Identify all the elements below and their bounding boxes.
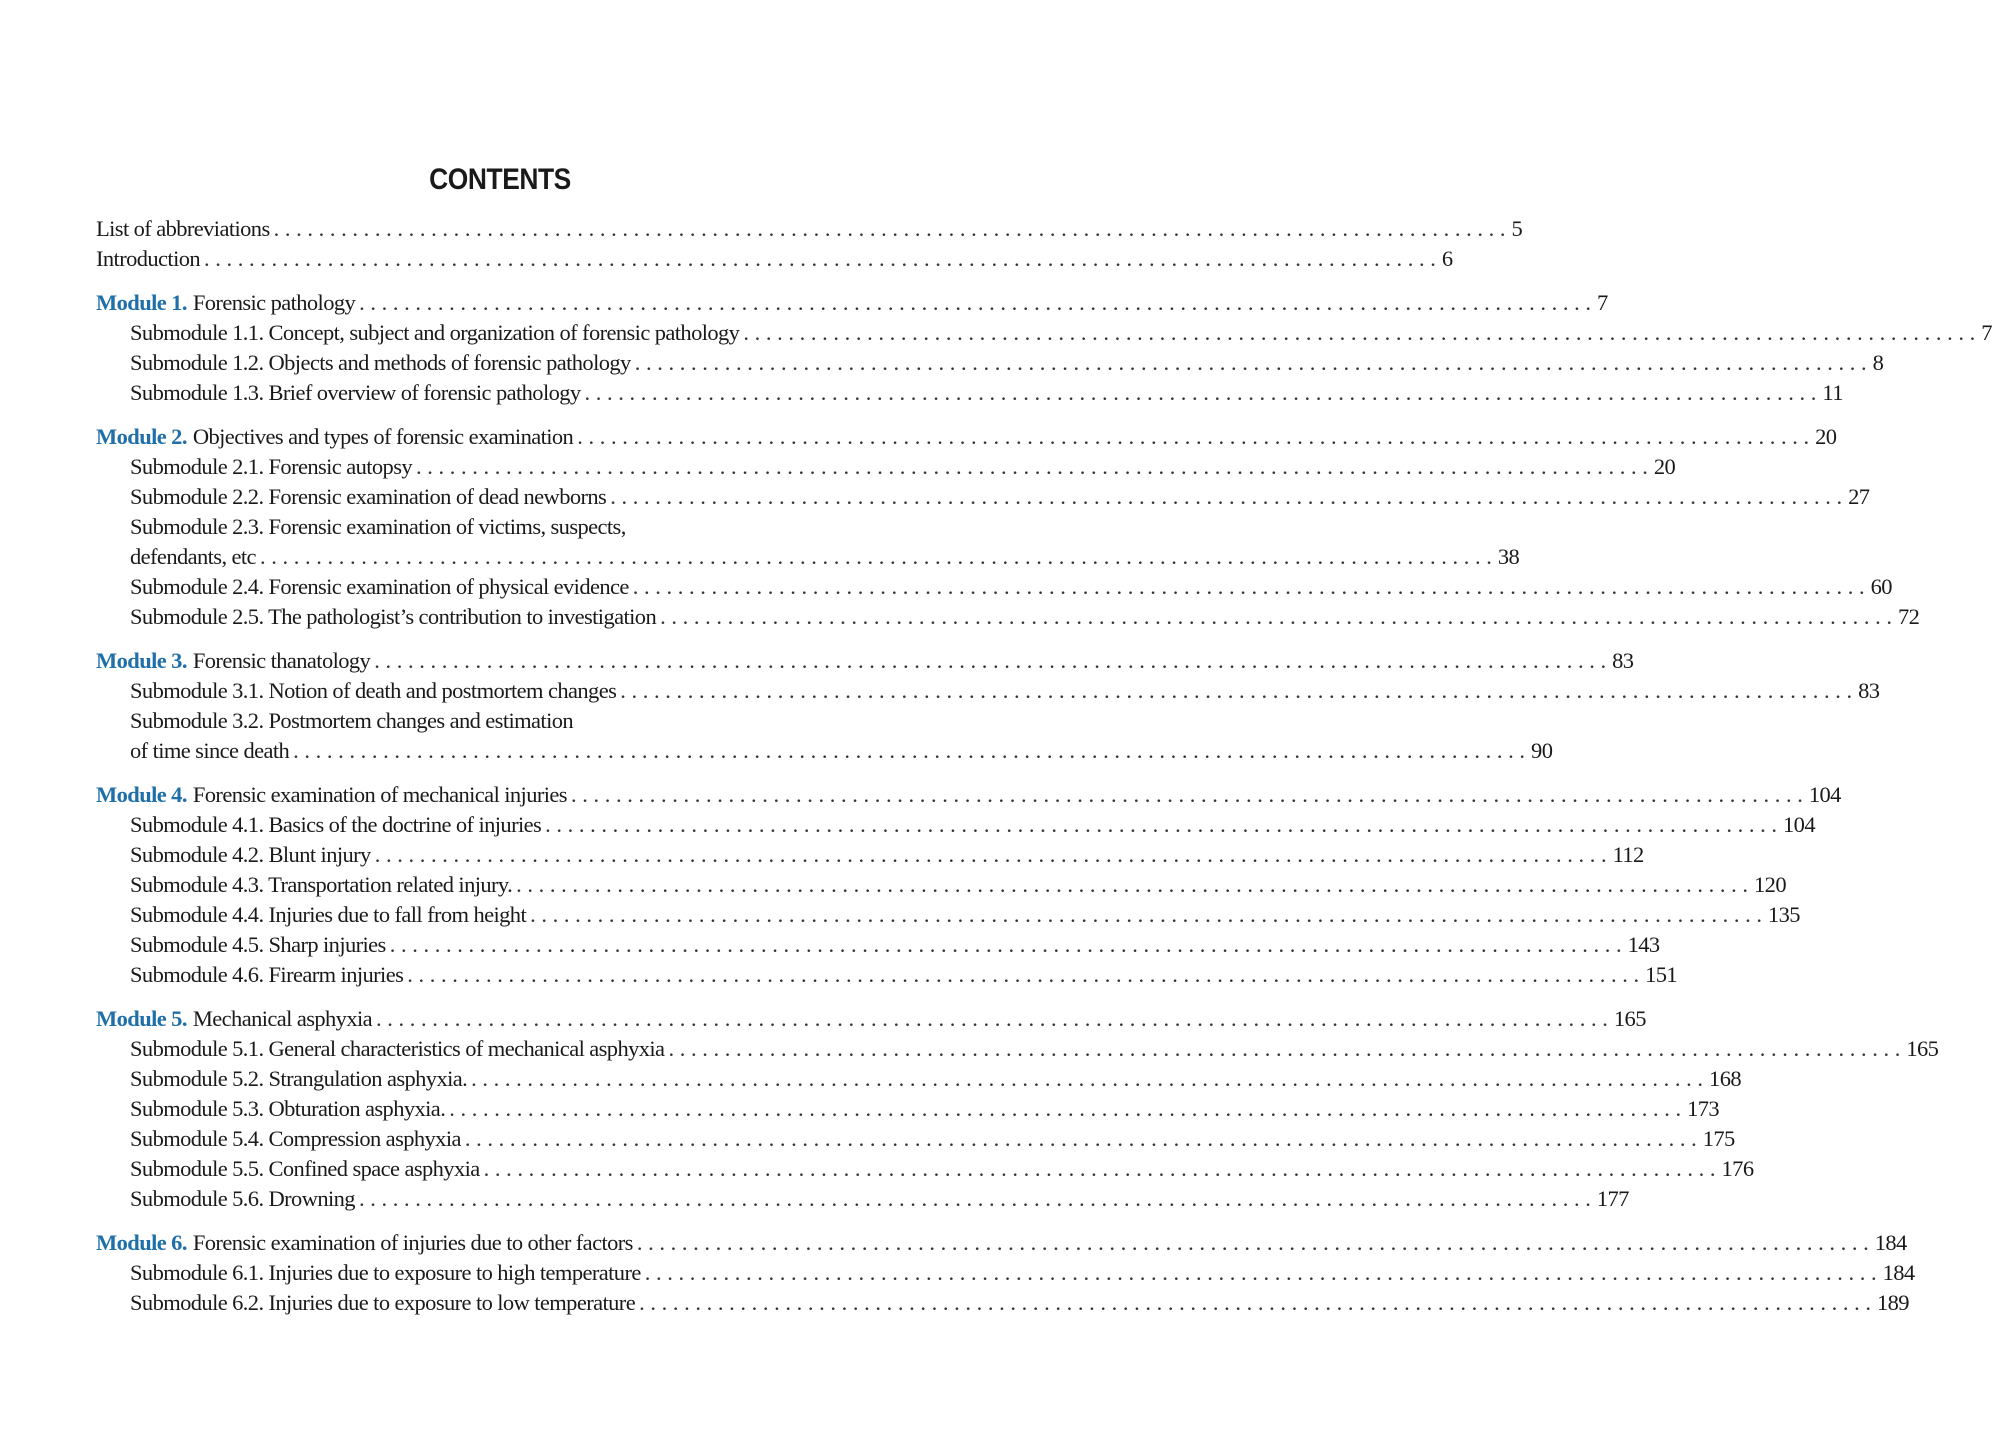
module-number: Module 4.	[96, 782, 187, 807]
toc-submodule-2-2[interactable]	[96, 482, 1870, 512]
toc-entry-label: Forensic thanatology	[192, 648, 371, 673]
module-number: Module 6.	[96, 1230, 187, 1255]
dot-leader	[390, 930, 1622, 960]
toc-submodule-6-1[interactable]	[96, 1258, 1915, 1288]
toc-entry-label: Submodule 2.5. The pathologist’s contribution to investigation	[130, 604, 657, 629]
toc-entry-label: Forensic pathology	[192, 290, 356, 315]
toc-entry-label: Submodule 4.2. Blunt injury	[130, 842, 371, 867]
toc-entry-label: Submodule 4.3. Transportation related injury.	[130, 872, 513, 897]
dot-leader	[530, 900, 1762, 930]
toc-entry-label: Forensic examination of injuries due to other factors	[192, 1230, 633, 1255]
dot-leader	[374, 646, 1606, 676]
dot-leader	[293, 736, 1525, 766]
toc-page-number: 177	[1596, 1186, 1629, 1211]
toc-page-number: 6	[1441, 246, 1453, 271]
toc-entry-label: Submodule 4.4. Injuries due to fall from height	[130, 902, 527, 927]
toc-page-number: 38	[1497, 544, 1520, 569]
toc-submodule-1-2[interactable]	[96, 348, 1884, 378]
toc-entry-label: Submodule 6.1. Injuries due to exposure to high temperature	[130, 1260, 641, 1285]
toc-entry-label: Submodule 5.5. Confined space asphyxia	[130, 1156, 480, 1181]
module-number: Module 1.	[96, 290, 187, 315]
dot-leader	[577, 422, 1809, 452]
dot-leader	[416, 452, 1648, 482]
toc-page-number: 184	[1874, 1230, 1907, 1255]
dot-leader	[633, 572, 1865, 602]
toc-page-number: 60	[1870, 574, 1892, 599]
toc-page-number: 20	[1815, 424, 1837, 449]
dot-leader	[204, 244, 1436, 274]
dot-leader	[516, 870, 1748, 900]
module-number: Module 3.	[96, 648, 187, 673]
toc-page-number: 104	[1808, 782, 1841, 807]
dot-leader	[620, 676, 1852, 706]
toc-submodule-4-5[interactable]	[96, 930, 1660, 960]
toc-page-number: 20	[1653, 454, 1676, 479]
toc-submodule-3-2-line1[interactable]: Submodule 3.2. Postmortem changes and estimation	[130, 708, 574, 733]
toc-module-6[interactable]	[96, 1228, 1907, 1258]
page-title: CONTENTS	[429, 163, 571, 196]
toc-page-number: 7	[1981, 320, 1992, 345]
toc-page-number: 72	[1897, 604, 1920, 629]
toc-submodule-2-1[interactable]	[96, 452, 1676, 482]
module-number: Module 2.	[96, 424, 187, 449]
toc-page-number: 83	[1858, 678, 1880, 703]
toc-page-number: 151	[1645, 962, 1678, 987]
toc-entry-label: Mechanical asphyxia	[192, 1006, 373, 1031]
toc-page-number: 7	[1597, 290, 1608, 315]
toc-submodule-4-1[interactable]	[96, 810, 1815, 840]
toc-module-3[interactable]	[96, 646, 1634, 676]
dot-leader	[484, 1154, 1716, 1184]
dot-leader	[260, 542, 1492, 572]
dot-leader	[571, 780, 1803, 810]
toc-page-number: 11	[1822, 380, 1843, 405]
toc-entry-label: Submodule 4.5. Sharp injuries	[130, 932, 386, 957]
toc-page-number: 90	[1531, 738, 1553, 763]
dot-leader	[359, 1184, 1591, 1214]
toc-entry-label: Submodule 5.2. Strangulation asphyxia.	[130, 1066, 468, 1091]
toc-submodule-3-1[interactable]	[96, 676, 1880, 706]
toc-submodule-4-6[interactable]	[96, 960, 1678, 990]
dot-leader	[743, 318, 1975, 348]
toc-entry-abbreviations[interactable]	[96, 214, 1523, 244]
toc-entry-label: of time since death	[130, 738, 290, 763]
dot-leader	[449, 1094, 1681, 1124]
toc-submodule-2-3-line1[interactable]: Submodule 2.3. Forensic examination of victims, suspects,	[130, 514, 626, 539]
toc-page-number: 184	[1882, 1260, 1915, 1285]
toc-page-number: 176	[1721, 1156, 1754, 1181]
toc-submodule-2-3[interactable]	[96, 542, 1520, 572]
dot-leader	[375, 840, 1607, 870]
dot-leader	[637, 1228, 1869, 1258]
dot-leader	[545, 810, 1777, 840]
toc-entry-label: Introduction	[96, 246, 201, 271]
dot-leader	[635, 348, 1867, 378]
toc-page-number: 189	[1876, 1290, 1909, 1315]
toc-entry-label: Submodule 5.3. Obturation asphyxia.	[130, 1096, 446, 1121]
toc-entry-label: Submodule 2.2. Forensic examination of dead newborns	[130, 484, 607, 509]
toc-submodule-4-3[interactable]	[96, 870, 1786, 900]
toc-entry-label: Submodule 1.1. Concept, subject and organization of forensic pathology	[130, 320, 740, 345]
toc-submodule-5-5[interactable]	[96, 1154, 1754, 1184]
toc-page-number: 173	[1687, 1096, 1720, 1121]
toc-entry-label: Forensic examination of mechanical injuries	[192, 782, 567, 807]
toc-submodule-4-2[interactable]	[96, 840, 1644, 870]
toc-submodule-2-4[interactable]	[96, 572, 1892, 602]
toc-submodule-2-5[interactable]	[96, 602, 1920, 632]
toc-entry-label: Submodule 4.1. Basics of the doctrine of injuries	[130, 812, 542, 837]
toc-entry-label: Submodule 3.1. Notion of death and postmortem changes	[130, 678, 617, 703]
dot-leader	[585, 378, 1817, 408]
toc-entry-label: Submodule 2.1. Forensic autopsy	[130, 454, 413, 479]
toc-page-number: 120	[1754, 872, 1786, 897]
toc-module-4[interactable]	[96, 780, 1841, 810]
dot-leader	[376, 1004, 1608, 1034]
toc-module-2[interactable]	[96, 422, 1837, 452]
toc-entry-label: List of abbreviations	[96, 216, 270, 241]
toc-entry-label: Submodule 1.2. Objects and methods of forensic pathology	[130, 350, 631, 375]
toc-submodule-5-2[interactable]	[96, 1064, 1741, 1094]
toc-entry-label: Submodule 6.2. Injuries due to exposure to low temperature	[130, 1290, 636, 1315]
dot-leader	[639, 1288, 1871, 1318]
dot-leader	[465, 1124, 1697, 1154]
toc-page-number: 168	[1709, 1066, 1741, 1091]
toc-entry-label: Objectives and types of forensic examination	[192, 424, 574, 449]
toc-entry-label: Submodule 5.6. Drowning	[130, 1186, 355, 1211]
dot-leader	[645, 1258, 1877, 1288]
dot-leader	[668, 1034, 1900, 1064]
toc-submodule-5-3[interactable]	[96, 1094, 1720, 1124]
dot-leader	[660, 602, 1892, 632]
toc-entry-introduction[interactable]	[96, 244, 1453, 274]
module-number: Module 5.	[96, 1006, 187, 1031]
toc-page-number: 83	[1612, 648, 1634, 673]
toc-submodule-4-4[interactable]	[96, 900, 1800, 930]
toc-page-number: 5	[1511, 216, 1523, 241]
toc-module-5[interactable]	[96, 1004, 1646, 1034]
toc-submodule-3-2[interactable]	[96, 736, 1553, 766]
toc-page-number: 8	[1872, 350, 1884, 375]
toc-entry-label: defendants, etc	[130, 544, 256, 569]
dot-leader	[610, 482, 1842, 512]
toc-submodule-1-3[interactable]	[96, 378, 1843, 408]
toc-page-number: 112	[1612, 842, 1644, 867]
toc-submodule-5-1[interactable]	[96, 1034, 1939, 1064]
toc-page-number: 165	[1906, 1036, 1939, 1061]
toc-entry-label: Submodule 1.3. Brief overview of forensic pathology	[130, 380, 581, 405]
toc-entry-label: Submodule 5.4. Compression asphyxia	[130, 1126, 461, 1151]
toc-submodule-5-6[interactable]	[96, 1184, 1629, 1214]
toc-entry-label: Submodule 2.4. Forensic examination of physical evidence	[130, 574, 629, 599]
toc-submodule-5-4[interactable]	[96, 1124, 1735, 1154]
table-of-contents	[96, 214, 1992, 1318]
toc-page-number: 143	[1627, 932, 1660, 957]
toc-submodule-6-2[interactable]	[96, 1288, 1909, 1318]
toc-submodule-1-1[interactable]	[96, 318, 1992, 348]
dot-leader	[359, 288, 1591, 318]
toc-module-1[interactable]	[96, 288, 1608, 318]
toc-entry-label: Submodule 5.1. General characteristics of mechanical asphyxia	[130, 1036, 665, 1061]
dot-leader	[274, 214, 1506, 244]
toc-page-number: 135	[1767, 902, 1800, 927]
toc-entry-label: Submodule 4.6. Firearm injuries	[130, 962, 404, 987]
toc-page-number: 165	[1613, 1006, 1646, 1031]
dot-leader	[407, 960, 1639, 990]
toc-page-number: 27	[1848, 484, 1870, 509]
dot-leader	[471, 1064, 1703, 1094]
toc-page-number: 104	[1783, 812, 1815, 837]
toc-page-number: 175	[1702, 1126, 1735, 1151]
